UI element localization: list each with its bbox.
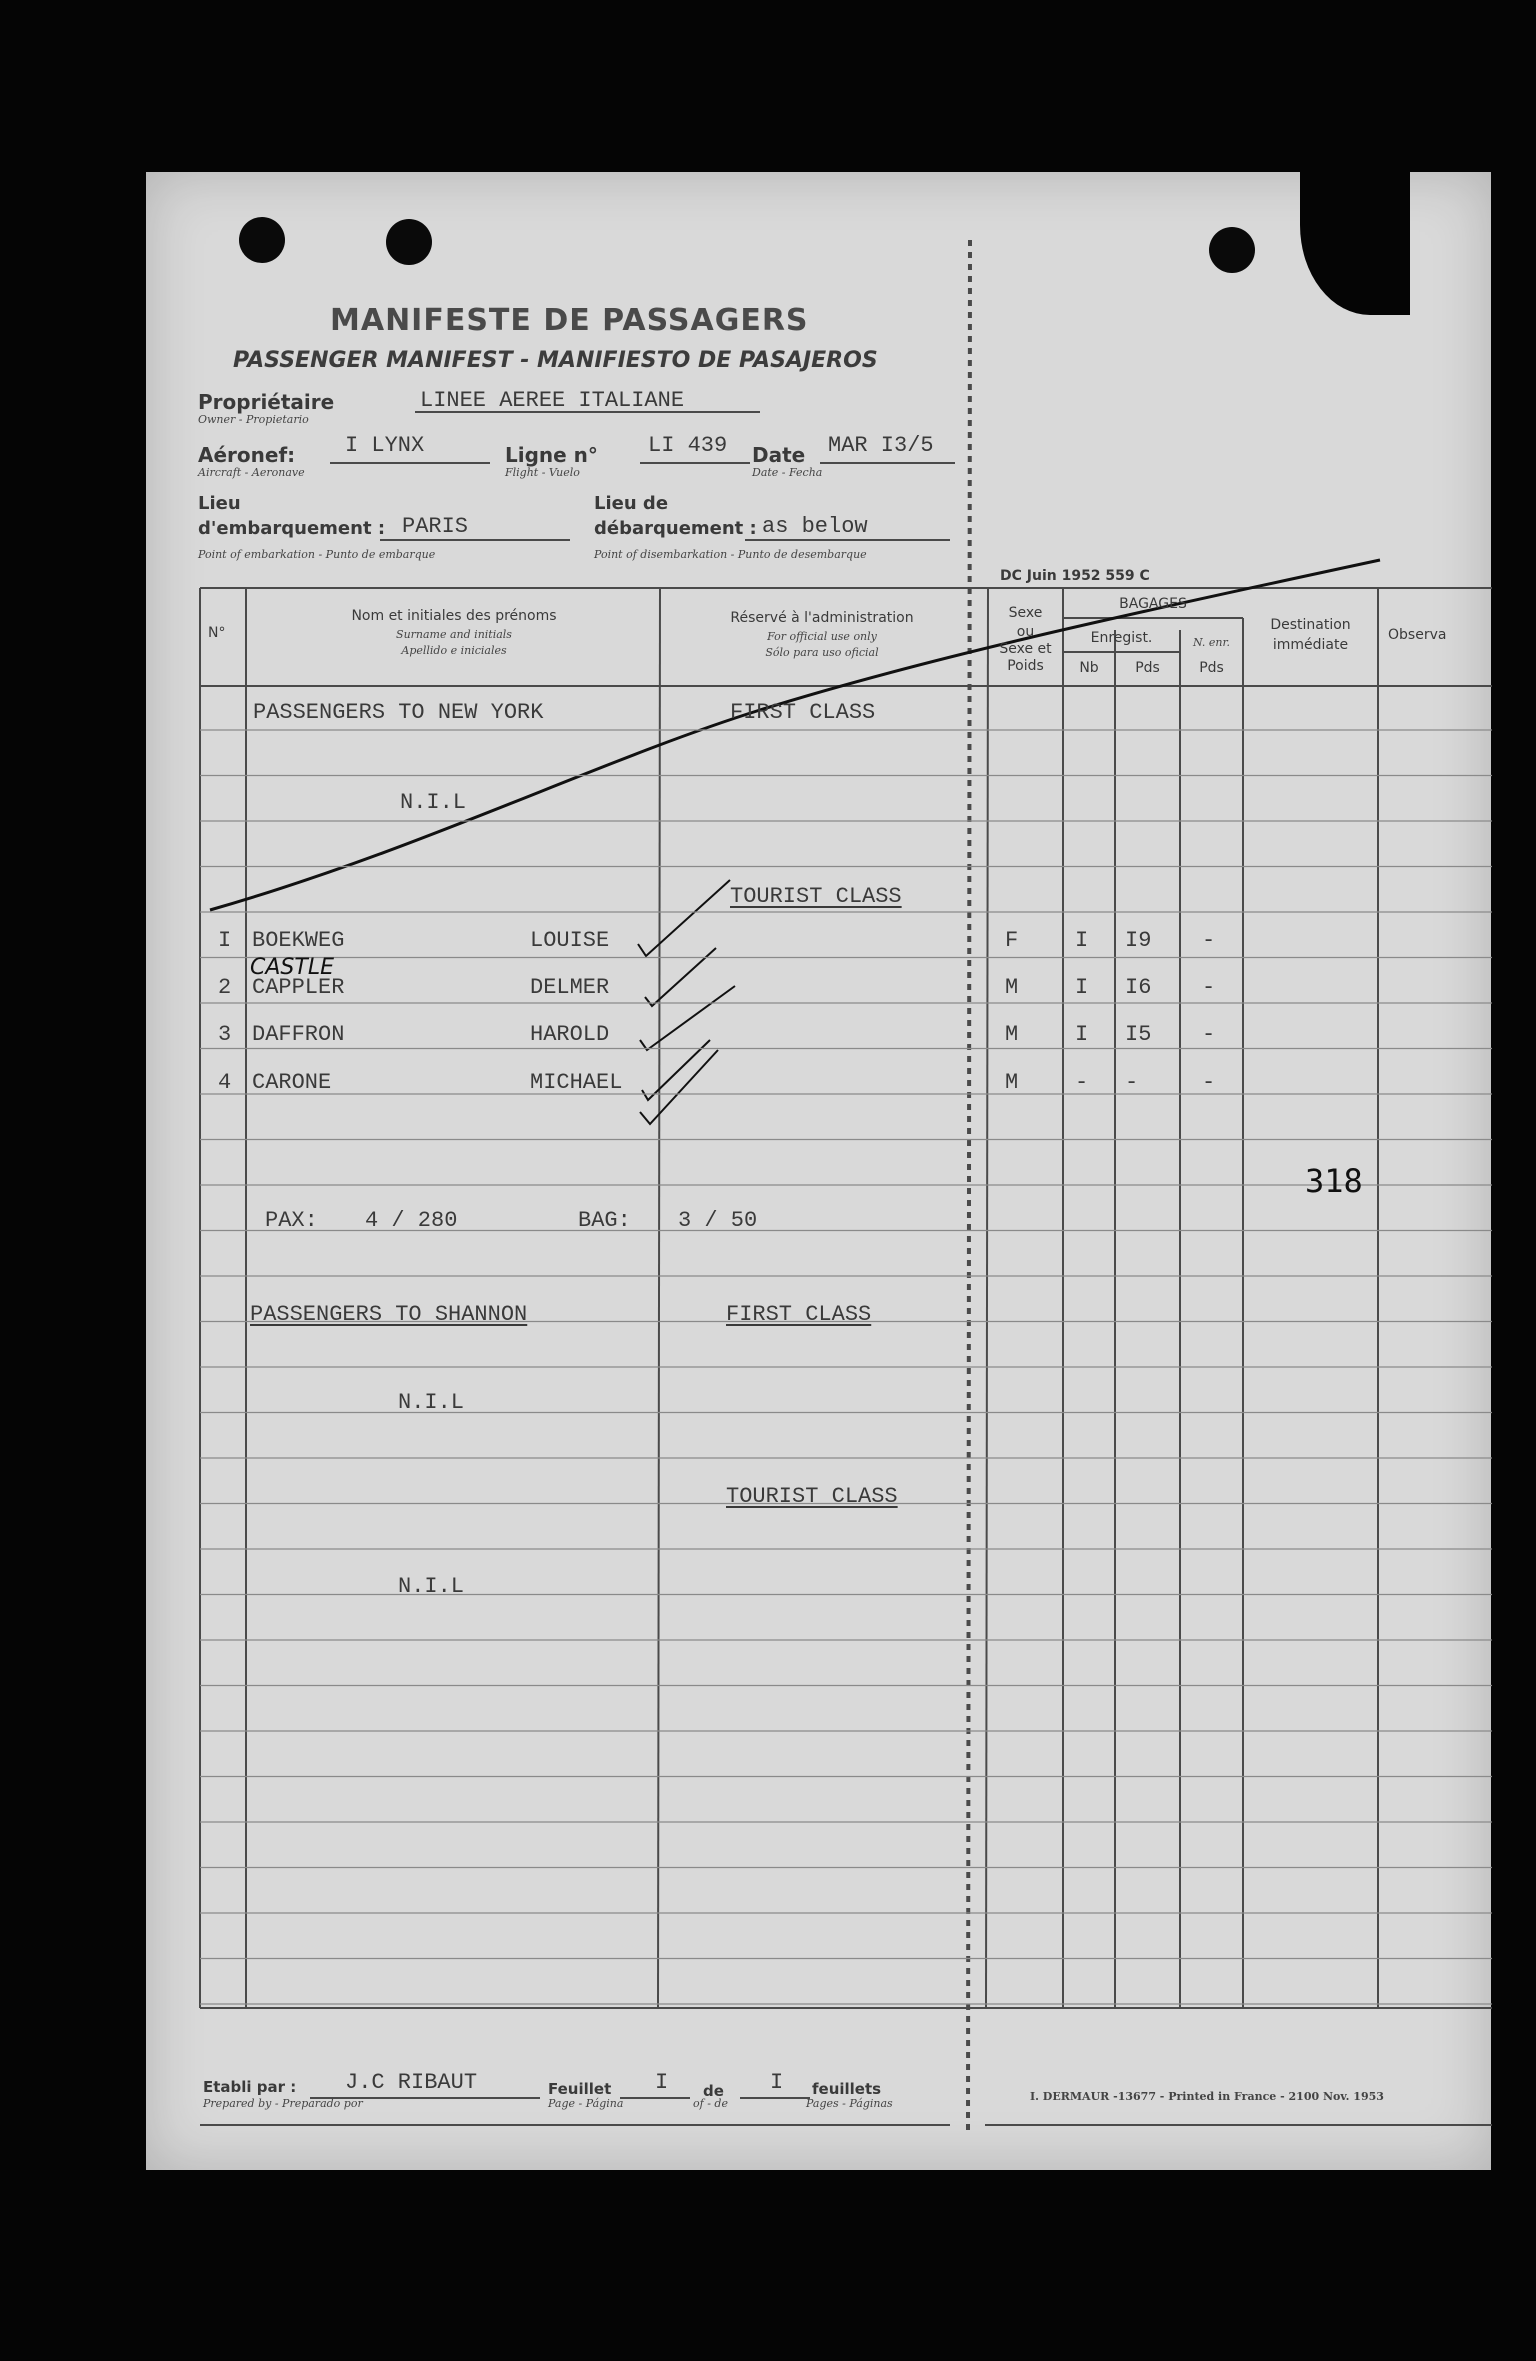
pax-no: I — [218, 928, 232, 953]
of-sublabel: of - de — [693, 2097, 728, 2110]
bag-total-value: 3 / 50 — [678, 1208, 758, 1233]
pax-sex: F — [1005, 928, 1019, 953]
page-value: I — [655, 2070, 669, 2095]
manifest-subtitle: PASSENGER MANIFEST - MANIFIESTO DE PASAJEROS — [233, 348, 878, 373]
pax-bag-count: I — [1075, 928, 1089, 953]
disembark-sublabel: Point of disembarkation - Punto de desembarque — [594, 548, 867, 561]
col-name-1: Nom et initiales des prénoms — [351, 608, 557, 624]
pax-bag-weight: - — [1125, 1070, 1139, 1095]
owner-label: Propriétaire — [198, 390, 335, 414]
pax-no: 4 — [218, 1070, 232, 1095]
table-row — [0, 928, 1536, 968]
pax-surname: CARONE — [252, 1070, 332, 1095]
pax-first-name: LOUISE — [530, 928, 610, 953]
aircraft-value: I LYNX — [345, 433, 425, 458]
col-destination-2: immédiate — [1272, 637, 1349, 653]
pax-bag-ne: - — [1202, 1022, 1216, 1047]
col-baggage: BAGAGES — [1119, 596, 1187, 612]
table-row — [0, 1022, 1536, 1062]
pax-bag-count: - — [1075, 1070, 1089, 1095]
shannon-tourist-class: TOURIST CLASS — [726, 1484, 898, 1509]
pax-bag-count: I — [1075, 1022, 1089, 1047]
pax-first-name: MICHAEL — [530, 1070, 623, 1095]
table-row — [0, 955, 1536, 1015]
col-admin-2: For official use only — [767, 630, 877, 643]
pax-bag-ne: - — [1202, 928, 1216, 953]
pax-first-name: HAROLD — [530, 1022, 610, 1047]
aircraft-sublabel: Aircraft - Aeronave — [198, 466, 305, 479]
pax-sex: M — [1005, 975, 1019, 1000]
flight-sublabel: Flight - Vuelo — [505, 466, 580, 479]
col-pds2: Pds — [1199, 660, 1224, 676]
form-code: DC Juin 1952 559 C — [1000, 568, 1150, 584]
prepared-sublabel: Prepared by - Preparado por — [203, 2097, 363, 2110]
pax-surname: DAFFRON — [252, 1022, 345, 1047]
col-admin-1: Réservé à l'administration — [730, 610, 914, 626]
col-admin-3: Sólo para uso oficial — [765, 646, 879, 659]
ny-first-class: FIRST CLASS — [730, 700, 876, 725]
col-observations: Observa — [1388, 627, 1447, 643]
ny-nil: N.I.L — [400, 790, 467, 815]
pax-bag-weight: I9 — [1125, 928, 1152, 953]
pax-bag-ne: - — [1202, 1070, 1216, 1095]
shannon-nil-tourist: N.I.L — [398, 1574, 465, 1599]
shannon-first-class: FIRST CLASS — [726, 1302, 872, 1327]
embark-label-1: Lieu — [198, 493, 241, 514]
embark-value: PARIS — [402, 514, 469, 539]
pax-no: 2 — [218, 975, 232, 1000]
bag-total-label: BAG: — [578, 1208, 631, 1233]
aircraft-label: Aéronef: — [198, 443, 296, 467]
prepared-value: J.C RIBAUT — [345, 2070, 478, 2095]
table-row — [0, 1070, 1536, 1110]
col-ne: N. enr. — [1192, 636, 1231, 649]
embark-sublabel: Point of embarkation - Punto de embarque — [198, 548, 436, 561]
pax-total-value: 4 / 280 — [365, 1208, 458, 1233]
pax-sex: M — [1005, 1022, 1019, 1047]
col-no: N° — [208, 625, 226, 641]
pax-surname: BOEKWEG — [252, 928, 345, 953]
pages-sublabel: Pages - Páginas — [806, 2097, 893, 2110]
prepared-label: Etabli par : — [203, 2078, 297, 2096]
pax-total-label: PAX: — [265, 1208, 318, 1233]
stamp-number: 318 — [1305, 1162, 1363, 1200]
col-sex-3: Sexe et — [999, 641, 1052, 657]
of-value: I — [770, 2070, 784, 2095]
shannon-heading: PASSENGERS TO SHANNON — [250, 1302, 528, 1327]
ny-tourist-class: TOURIST CLASS — [730, 884, 902, 909]
shannon-nil-first: N.I.L — [398, 1390, 465, 1415]
manifest-title: MANIFESTE DE PASSAGERS — [330, 303, 809, 338]
flight-value: LI 439 — [648, 433, 728, 458]
col-name-3: Apellido e iniciales — [401, 644, 507, 657]
flight-label: Ligne n° — [505, 443, 598, 467]
of-label: de — [703, 2082, 724, 2100]
date-label: Date — [752, 443, 806, 467]
col-sex-4: Poids — [1007, 658, 1044, 674]
col-name-2: Surname and initials — [396, 628, 512, 641]
disembark-label-2: débarquement : — [594, 518, 757, 539]
disembark-label-1: Lieu de — [594, 493, 669, 514]
col-registered: Enregist. — [1090, 630, 1153, 646]
printer-imprint: I. DERMAUR -13677 - Printed in France - 2100 Nov. 1953 — [1030, 2090, 1384, 2103]
pax-bag-ne: - — [1202, 975, 1216, 1000]
owner-sublabel: Owner - Propietario — [198, 413, 309, 426]
pax-sex: M — [1005, 1070, 1019, 1095]
pax-bag-weight: I5 — [1125, 1022, 1152, 1047]
date-sublabel: Date - Fecha — [752, 466, 823, 479]
disembark-value: as below — [762, 514, 868, 539]
date-value: MAR I3/5 — [828, 433, 934, 458]
pax-bag-count: I — [1075, 975, 1089, 1000]
page-sublabel: Page - Página — [548, 2097, 624, 2110]
col-nb: Nb — [1079, 660, 1099, 676]
pax-first-name: DELMER — [530, 975, 610, 1000]
pax-no: 3 — [218, 1022, 232, 1047]
col-pds: Pds — [1135, 660, 1160, 676]
pax-surname: CAPPLER — [252, 975, 345, 1000]
pax-surname-correction: CASTLE — [250, 955, 334, 980]
pax-bag-weight: I6 — [1125, 975, 1152, 1000]
col-sex-1: Sexe — [1008, 605, 1043, 621]
col-sex-2: ou — [1016, 624, 1035, 640]
pages-label: feuillets — [812, 2080, 882, 2098]
col-destination-1: Destination — [1270, 617, 1351, 633]
ny-heading: PASSENGERS TO NEW YORK — [253, 700, 544, 725]
page-label: Feuillet — [548, 2080, 612, 2098]
embark-label-2: d'embarquement : — [198, 518, 386, 539]
owner-value: LINEE AEREE ITALIANE — [420, 388, 685, 413]
